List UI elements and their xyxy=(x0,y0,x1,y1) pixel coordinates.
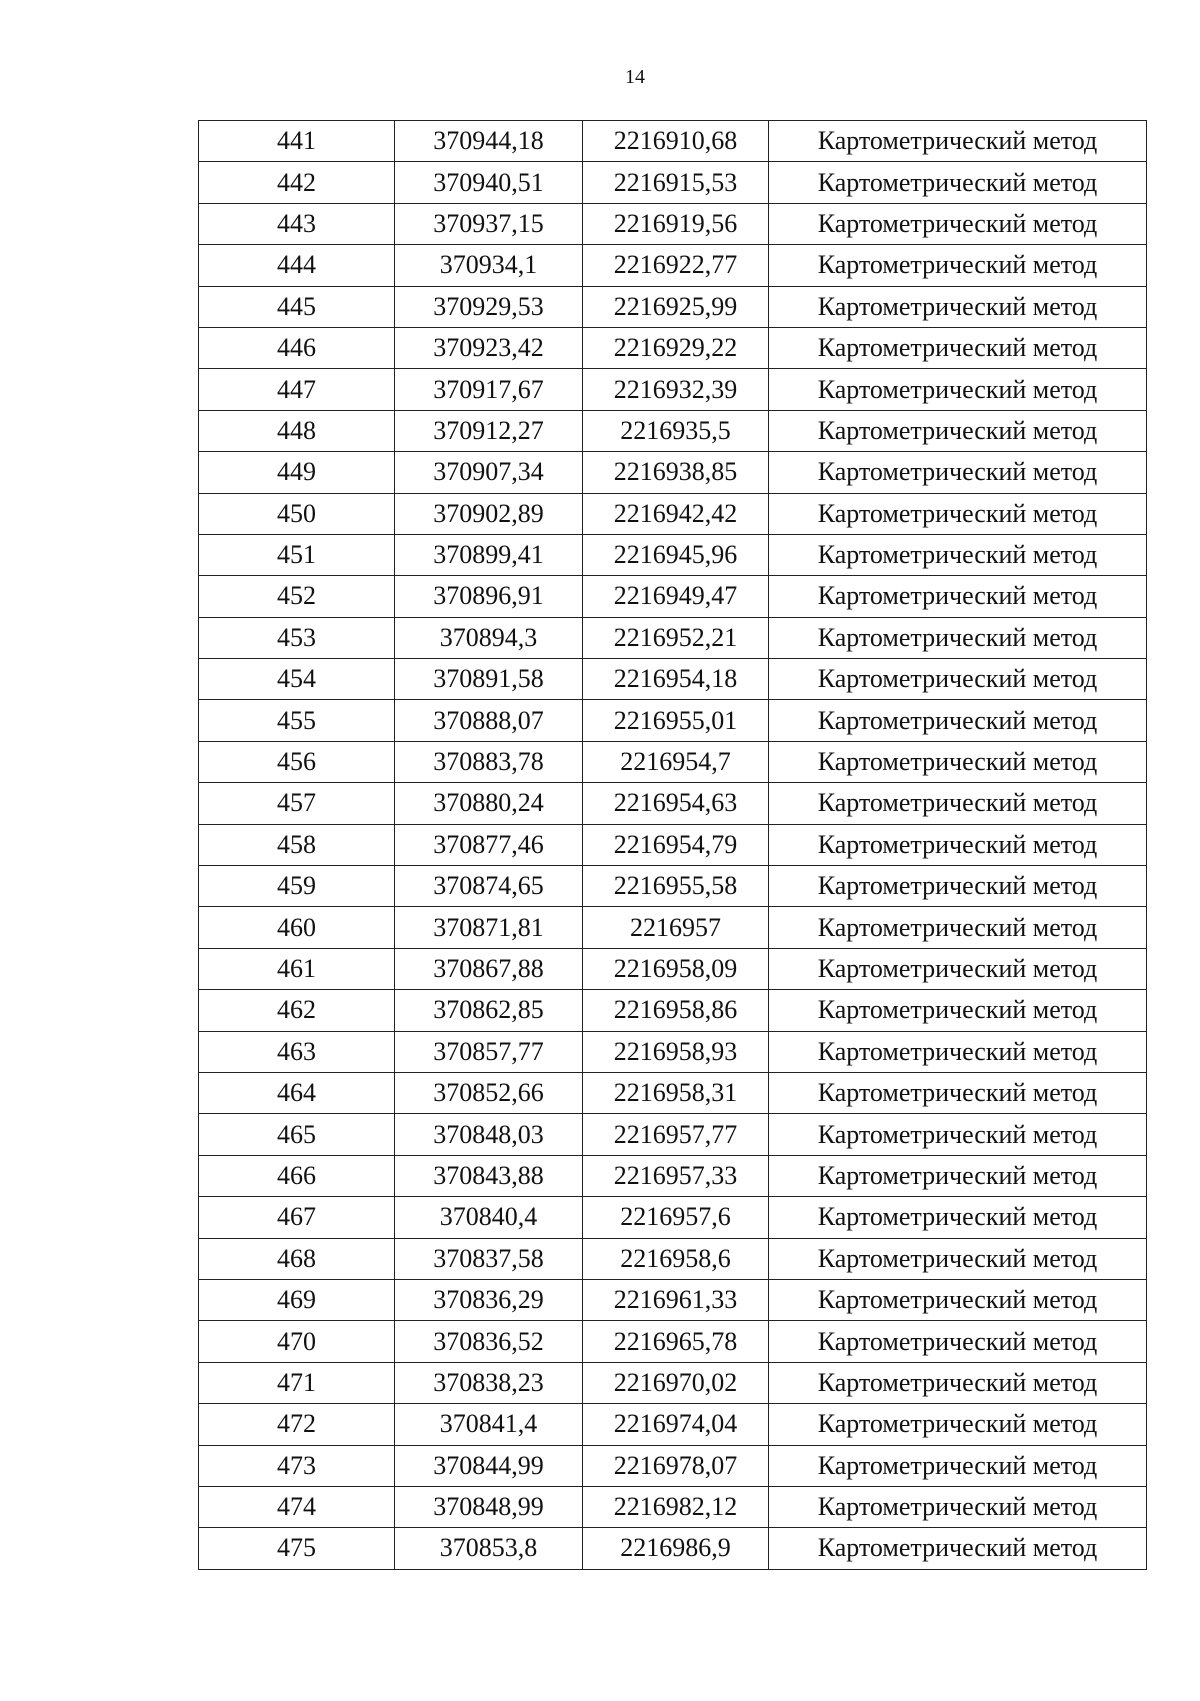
x-coordinate-cell: 370867,88 xyxy=(395,948,583,989)
y-coordinate-cell: 2216986,9 xyxy=(583,1528,769,1569)
page-number: 14 xyxy=(625,66,645,88)
x-coordinate-cell: 370880,24 xyxy=(395,783,583,824)
x-coordinate-cell: 370940,51 xyxy=(395,162,583,203)
y-coordinate-cell: 2216942,42 xyxy=(583,493,769,534)
coordinates-table-body xyxy=(199,121,1147,1570)
x-coordinate-cell: 370917,67 xyxy=(395,369,583,410)
table-row xyxy=(199,617,1147,658)
x-coordinate-cell: 370944,18 xyxy=(395,121,583,162)
table-row xyxy=(199,121,1147,162)
table-row xyxy=(199,948,1147,989)
table-row xyxy=(199,741,1147,782)
y-coordinate-cell: 2216915,53 xyxy=(583,162,769,203)
y-coordinate-cell: 2216925,99 xyxy=(583,286,769,327)
y-coordinate-cell: 2216919,56 xyxy=(583,203,769,244)
method-cell: Картометрический метод xyxy=(769,162,1147,203)
x-coordinate-cell: 370874,65 xyxy=(395,866,583,907)
method-cell: Картометрический метод xyxy=(769,452,1147,493)
point-number-cell: 449 xyxy=(199,452,395,493)
table-row xyxy=(199,203,1147,244)
method-cell: Картометрический метод xyxy=(769,990,1147,1031)
method-cell: Картометрический метод xyxy=(769,783,1147,824)
y-coordinate-cell: 2216974,04 xyxy=(583,1404,769,1445)
method-cell: Картометрический метод xyxy=(769,1321,1147,1362)
method-cell: Картометрический метод xyxy=(769,245,1147,286)
y-coordinate-cell: 2216954,7 xyxy=(583,741,769,782)
x-coordinate-cell: 370848,99 xyxy=(395,1486,583,1527)
method-cell: Картометрический метод xyxy=(769,866,1147,907)
table-row xyxy=(199,410,1147,451)
x-coordinate-cell: 370896,91 xyxy=(395,576,583,617)
table-row xyxy=(199,1445,1147,1486)
x-coordinate-cell: 370843,88 xyxy=(395,1155,583,1196)
x-coordinate-cell: 370836,29 xyxy=(395,1279,583,1320)
method-cell: Картометрический метод xyxy=(769,1114,1147,1155)
method-cell: Картометрический метод xyxy=(769,121,1147,162)
y-coordinate-cell: 2216952,21 xyxy=(583,617,769,658)
x-coordinate-cell: 370840,4 xyxy=(395,1197,583,1238)
point-number-cell: 474 xyxy=(199,1486,395,1527)
point-number-cell: 468 xyxy=(199,1238,395,1279)
method-cell: Картометрический метод xyxy=(769,1238,1147,1279)
y-coordinate-cell: 2216957,77 xyxy=(583,1114,769,1155)
point-number-cell: 462 xyxy=(199,990,395,1031)
y-coordinate-cell: 2216957,6 xyxy=(583,1197,769,1238)
table-row xyxy=(199,286,1147,327)
method-cell: Картометрический метод xyxy=(769,1404,1147,1445)
table-row xyxy=(199,369,1147,410)
x-coordinate-cell: 370862,85 xyxy=(395,990,583,1031)
table-row xyxy=(199,1197,1147,1238)
table-row xyxy=(199,534,1147,575)
point-number-cell: 470 xyxy=(199,1321,395,1362)
method-cell: Картометрический метод xyxy=(769,824,1147,865)
table-row xyxy=(199,245,1147,286)
method-cell: Картометрический метод xyxy=(769,1528,1147,1569)
x-coordinate-cell: 370852,66 xyxy=(395,1072,583,1113)
method-cell: Картометрический метод xyxy=(769,741,1147,782)
point-number-cell: 461 xyxy=(199,948,395,989)
x-coordinate-cell: 370923,42 xyxy=(395,327,583,368)
table-row xyxy=(199,1486,1147,1527)
x-coordinate-cell: 370871,81 xyxy=(395,907,583,948)
x-coordinate-cell: 370907,34 xyxy=(395,452,583,493)
method-cell: Картометрический метод xyxy=(769,1197,1147,1238)
y-coordinate-cell: 2216954,79 xyxy=(583,824,769,865)
point-number-cell: 447 xyxy=(199,369,395,410)
y-coordinate-cell: 2216954,18 xyxy=(583,659,769,700)
point-number-cell: 457 xyxy=(199,783,395,824)
table-row xyxy=(199,452,1147,493)
method-cell: Картометрический метод xyxy=(769,1072,1147,1113)
point-number-cell: 445 xyxy=(199,286,395,327)
y-coordinate-cell: 2216945,96 xyxy=(583,534,769,575)
point-number-cell: 459 xyxy=(199,866,395,907)
method-cell: Картометрический метод xyxy=(769,1155,1147,1196)
y-coordinate-cell: 2216954,63 xyxy=(583,783,769,824)
point-number-cell: 465 xyxy=(199,1114,395,1155)
x-coordinate-cell: 370853,8 xyxy=(395,1528,583,1569)
x-coordinate-cell: 370929,53 xyxy=(395,286,583,327)
y-coordinate-cell: 2216978,07 xyxy=(583,1445,769,1486)
table-row xyxy=(199,1114,1147,1155)
table-row xyxy=(199,866,1147,907)
method-cell: Картометрический метод xyxy=(769,1486,1147,1527)
method-cell: Картометрический метод xyxy=(769,534,1147,575)
y-coordinate-cell: 2216958,86 xyxy=(583,990,769,1031)
y-coordinate-cell: 2216929,22 xyxy=(583,327,769,368)
table-row xyxy=(199,1031,1147,1072)
table-row xyxy=(199,1362,1147,1403)
point-number-cell: 454 xyxy=(199,659,395,700)
y-coordinate-cell: 2216955,01 xyxy=(583,700,769,741)
point-number-cell: 444 xyxy=(199,245,395,286)
table-row xyxy=(199,824,1147,865)
point-number-cell: 452 xyxy=(199,576,395,617)
method-cell: Картометрический метод xyxy=(769,286,1147,327)
table-row xyxy=(199,1238,1147,1279)
method-cell: Картометрический метод xyxy=(769,576,1147,617)
x-coordinate-cell: 370836,52 xyxy=(395,1321,583,1362)
table-row xyxy=(199,327,1147,368)
method-cell: Картометрический метод xyxy=(769,907,1147,948)
x-coordinate-cell: 370937,15 xyxy=(395,203,583,244)
y-coordinate-cell: 2216965,78 xyxy=(583,1321,769,1362)
point-number-cell: 443 xyxy=(199,203,395,244)
y-coordinate-cell: 2216938,85 xyxy=(583,452,769,493)
x-coordinate-cell: 370838,23 xyxy=(395,1362,583,1403)
table-row xyxy=(199,1404,1147,1445)
method-cell: Картометрический метод xyxy=(769,659,1147,700)
y-coordinate-cell: 2216958,31 xyxy=(583,1072,769,1113)
point-number-cell: 475 xyxy=(199,1528,395,1569)
point-number-cell: 453 xyxy=(199,617,395,658)
method-cell: Картометрический метод xyxy=(769,327,1147,368)
method-cell: Картометрический метод xyxy=(769,1031,1147,1072)
y-coordinate-cell: 2216970,02 xyxy=(583,1362,769,1403)
table-row xyxy=(199,1528,1147,1569)
x-coordinate-cell: 370877,46 xyxy=(395,824,583,865)
y-coordinate-cell: 2216961,33 xyxy=(583,1279,769,1320)
point-number-cell: 448 xyxy=(199,410,395,451)
table-row xyxy=(199,659,1147,700)
y-coordinate-cell: 2216922,77 xyxy=(583,245,769,286)
method-cell: Картометрический метод xyxy=(769,369,1147,410)
method-cell: Картометрический метод xyxy=(769,410,1147,451)
coordinates-table xyxy=(198,120,1147,1570)
method-cell: Картометрический метод xyxy=(769,1279,1147,1320)
table-row xyxy=(199,576,1147,617)
x-coordinate-cell: 370857,77 xyxy=(395,1031,583,1072)
y-coordinate-cell: 2216958,09 xyxy=(583,948,769,989)
point-number-cell: 471 xyxy=(199,1362,395,1403)
method-cell: Картометрический метод xyxy=(769,948,1147,989)
point-number-cell: 466 xyxy=(199,1155,395,1196)
x-coordinate-cell: 370848,03 xyxy=(395,1114,583,1155)
point-number-cell: 472 xyxy=(199,1404,395,1445)
x-coordinate-cell: 370841,4 xyxy=(395,1404,583,1445)
point-number-cell: 450 xyxy=(199,493,395,534)
x-coordinate-cell: 370902,89 xyxy=(395,493,583,534)
x-coordinate-cell: 370891,58 xyxy=(395,659,583,700)
point-number-cell: 469 xyxy=(199,1279,395,1320)
table-row xyxy=(199,1072,1147,1113)
y-coordinate-cell: 2216932,39 xyxy=(583,369,769,410)
method-cell: Картометрический метод xyxy=(769,700,1147,741)
method-cell: Картометрический метод xyxy=(769,1445,1147,1486)
x-coordinate-cell: 370888,07 xyxy=(395,700,583,741)
table-row xyxy=(199,162,1147,203)
table-row xyxy=(199,1279,1147,1320)
x-coordinate-cell: 370934,1 xyxy=(395,245,583,286)
table-row xyxy=(199,1155,1147,1196)
point-number-cell: 455 xyxy=(199,700,395,741)
method-cell: Картометрический метод xyxy=(769,1362,1147,1403)
y-coordinate-cell: 2216957,33 xyxy=(583,1155,769,1196)
x-coordinate-cell: 370912,27 xyxy=(395,410,583,451)
point-number-cell: 442 xyxy=(199,162,395,203)
y-coordinate-cell: 2216910,68 xyxy=(583,121,769,162)
y-coordinate-cell: 2216982,12 xyxy=(583,1486,769,1527)
table-row xyxy=(199,700,1147,741)
y-coordinate-cell: 2216935,5 xyxy=(583,410,769,451)
y-coordinate-cell: 2216949,47 xyxy=(583,576,769,617)
table-row xyxy=(199,990,1147,1031)
table-row xyxy=(199,907,1147,948)
point-number-cell: 446 xyxy=(199,327,395,368)
point-number-cell: 460 xyxy=(199,907,395,948)
y-coordinate-cell: 2216958,93 xyxy=(583,1031,769,1072)
method-cell: Картометрический метод xyxy=(769,493,1147,534)
point-number-cell: 456 xyxy=(199,741,395,782)
x-coordinate-cell: 370837,58 xyxy=(395,1238,583,1279)
point-number-cell: 451 xyxy=(199,534,395,575)
method-cell: Картометрический метод xyxy=(769,617,1147,658)
point-number-cell: 464 xyxy=(199,1072,395,1113)
table-row xyxy=(199,783,1147,824)
y-coordinate-cell: 2216958,6 xyxy=(583,1238,769,1279)
x-coordinate-cell: 370883,78 xyxy=(395,741,583,782)
point-number-cell: 463 xyxy=(199,1031,395,1072)
table-row xyxy=(199,1321,1147,1362)
x-coordinate-cell: 370899,41 xyxy=(395,534,583,575)
point-number-cell: 441 xyxy=(199,121,395,162)
x-coordinate-cell: 370894,3 xyxy=(395,617,583,658)
point-number-cell: 467 xyxy=(199,1197,395,1238)
x-coordinate-cell: 370844,99 xyxy=(395,1445,583,1486)
y-coordinate-cell: 2216955,58 xyxy=(583,866,769,907)
method-cell: Картометрический метод xyxy=(769,203,1147,244)
y-coordinate-cell: 2216957 xyxy=(583,907,769,948)
point-number-cell: 473 xyxy=(199,1445,395,1486)
table-row xyxy=(199,493,1147,534)
point-number-cell: 458 xyxy=(199,824,395,865)
